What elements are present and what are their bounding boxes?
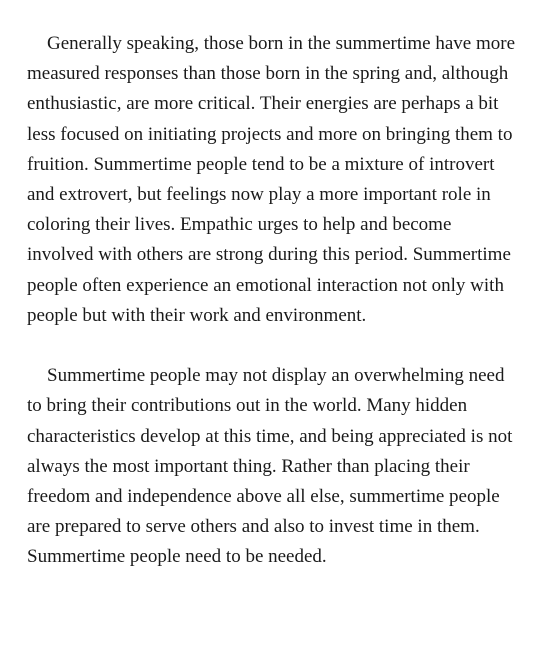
text-line: freedom and independence above all else, summertime people	[27, 486, 500, 508]
text-line: always the most important thing. Rather than placing their	[27, 455, 470, 477]
text-line: coloring their lives. Empathic urges to help and become	[27, 214, 452, 236]
text-line: measured responses than those born in the spring and, although	[27, 63, 509, 85]
paragraph-summer-traits	[27, 29, 516, 331]
text-line: characteristics develop at this time, and being appreciated is not	[27, 425, 513, 447]
text-line: less focused on initiating projects and more on bringing them to	[27, 123, 513, 145]
text-line: people but with their work and environment.	[27, 304, 367, 326]
text-line: and extrovert, but feelings now play a more important role in	[27, 184, 491, 206]
text-line: enthusiastic, are more critical. Their energies are perhaps a bit	[27, 93, 499, 115]
text-line: fruition. Summertime people tend to be a mixture of introvert	[27, 153, 495, 175]
text-line: Summertime people need to be needed.	[27, 546, 327, 568]
text-line: Generally speaking, those born in the summertime have more	[47, 33, 516, 54]
text-line: to bring their contributions out in the world. Many hidden	[27, 395, 468, 417]
paragraph-spacer	[27, 331, 511, 361]
text-line: involved with others are strong during this period. Summertime	[27, 244, 511, 266]
text-line: people often experience an emotional interaction not only with	[27, 274, 504, 296]
page-body	[27, 29, 516, 573]
text-line: Summertime people may not display an overwhelming need	[47, 365, 505, 387]
text-line: are prepared to serve others and also to invest time in them.	[27, 516, 480, 538]
paragraph-summer-service	[27, 361, 511, 572]
